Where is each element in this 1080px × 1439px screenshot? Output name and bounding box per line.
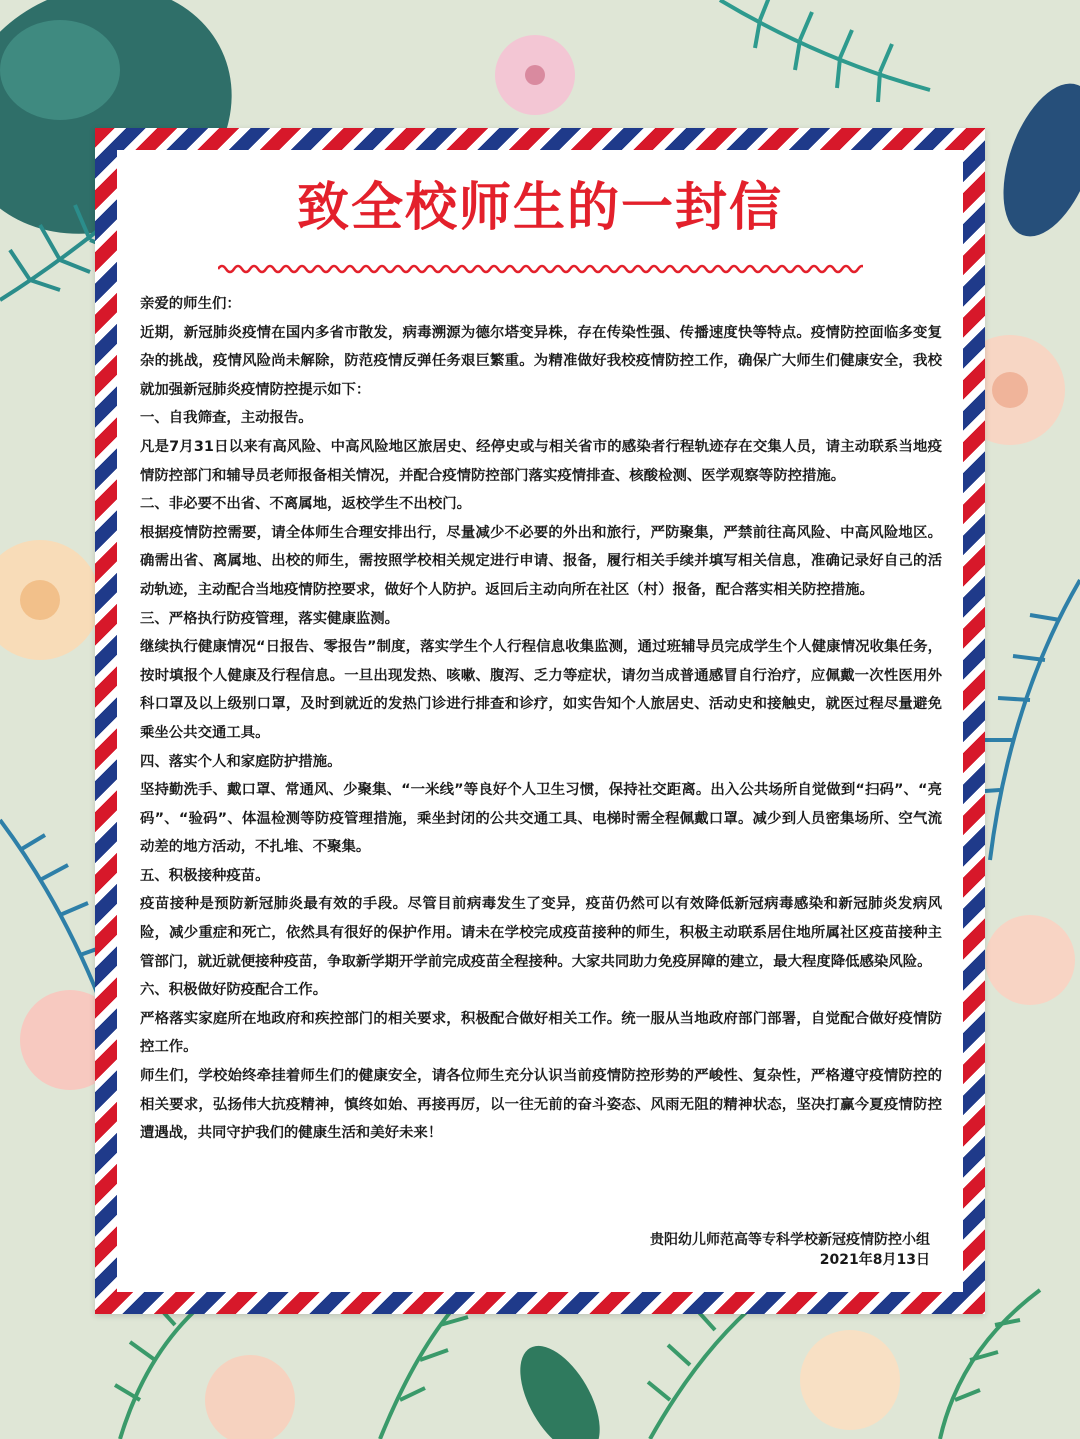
section-heading-6: 六、积极做好防疫配合工作。 [140, 982, 328, 999]
section-heading-3: 三、严格执行防疫管理，落实健康监测。 [140, 610, 400, 627]
letter-body [140, 290, 942, 1148]
signature-date: 2021年8月13日 [819, 1252, 930, 1268]
letter-title: 致全校师生的一封信 [296, 178, 783, 238]
closing-paragraph: 师生们，学校始终牵挂着师生们的健康安全，请各位师生充分认识当前疫情防控形势的严峻性、复杂性，严格遵守疫情防控的相关要求，弘扬伟大抗疫精神，慎终如始、再接再厉，以一往无前的奋斗姿态、风雨无阻的精神状态，坚决打赢今夏疫情防控遭遇战，共同守护我们的健康生活和美好未来！ [140, 1068, 942, 1142]
section-paragraph-3: 继续执行健康情况“日报告、零报告”制度，落实学生个人行程信息收集监测，通过班辅导员完成学生个人健康情况收集任务，按时填报个人健康及行程信息。一旦出现发热、咳嗽、腹泻、乏力等症状，请勿当成普通感冒自行治疗，应佩戴一次性医用外科口罩及以上级别口罩，及时到就近的发热门诊进行排查和诊疗，如实告知个人旅居史、活动史和接触史，就医过程尽量避免乘坐公共交通工具。 [140, 639, 942, 741]
section-heading-1: 一、自我筛查，主动报告。 [140, 410, 313, 427]
section-paragraph-6: 严格落实家庭所在地政府和疾控部门的相关要求，积极配合做好相关工作。统一服从当地政府部门部署，自觉配合做好疫情防控工作。 [140, 1010, 942, 1056]
salutation: 亲爱的师生们： [140, 296, 241, 312]
intro-paragraph: 近期，新冠肺炎疫情在国内多省市散发，病毒溯源为德尔塔变异株，存在传染性强、传播速度快等特点。疫情防控面临多变复杂的挑战，疫情风险尚未解除，防范疫情反弹任务艰巨繁重。为精准做好我校疫情防控工作，确保广大师生们健康安全，我校就加强新冠肺炎疫情防控提示如下： [140, 324, 942, 398]
signature-organization: 贵阳幼儿师范高等专科学校新冠疫情防控小组 [650, 1232, 930, 1248]
fern-leaf-icon [720, 0, 930, 102]
section-heading-5: 五、积极接种疫苗。 [140, 867, 270, 884]
section-paragraph-4: 坚持勤洗手、戴口罩、常通风、少聚集、“一米线”等良好个人卫生习惯，保持社交距离。出入公共场所自觉做到“扫码”、“亮码”、“验码”、体温检测等防疫管理措施，乘坐封闭的公共交通工具、电梯时需全程佩戴口罩。减少到人员密集场所、空气流动差的地方活动，不扎堆、不聚集。 [140, 782, 942, 856]
section-heading-2: 二、非必要不出省、不离属地，返校学生不出校门。 [140, 496, 471, 513]
section-paragraph-5: 疫苗接种是预防新冠肺炎最有效的手段。尽管目前病毒发生了变异，疫苗仍然可以有效降低新冠病毒感染和新冠肺炎发病风险，减少重症和死亡，依然具有很好的保护作用。请未在学校完成疫苗接种的师生，积极主动联系居住地所属社区疫苗接种主管部门，就近就便接种疫苗，争取新学期开学前完成疫苗全程接种。大家共同助力免疫屏障的建立，最大程度降低感染风险。 [140, 896, 942, 970]
section-paragraph-1: 凡是7月31日以来有高风险、中高风险地区旅居史、经停史或与相关省市的感染者行程轨迹存在交集人员，请主动联系当地疫情防控部门和辅导员老师报备相关情况，并配合疫情防控部门落实疫情排查、核酸检测、医学观察等防控措施。 [140, 438, 942, 484]
section-heading-4: 四、落实个人和家庭防护措施。 [140, 753, 342, 770]
section-paragraph-2: 根据疫情防控需要，请全体师生合理安排出行，尽量减少不必要的外出和旅行，严防聚集，严禁前往高风险、中高风险地区。确需出省、离属地、出校的师生，需按照学校相关规定进行申请、报备，履行相关手续并填写相关信息，准确记录好自己的活动轨迹，主动配合当地疫情防控要求，做好个人防护。返回后主动向所在社区（村）报备，配合落实相关防控措施。 [140, 524, 942, 598]
signature-block [650, 1230, 930, 1270]
title-underline-wave [218, 262, 863, 276]
